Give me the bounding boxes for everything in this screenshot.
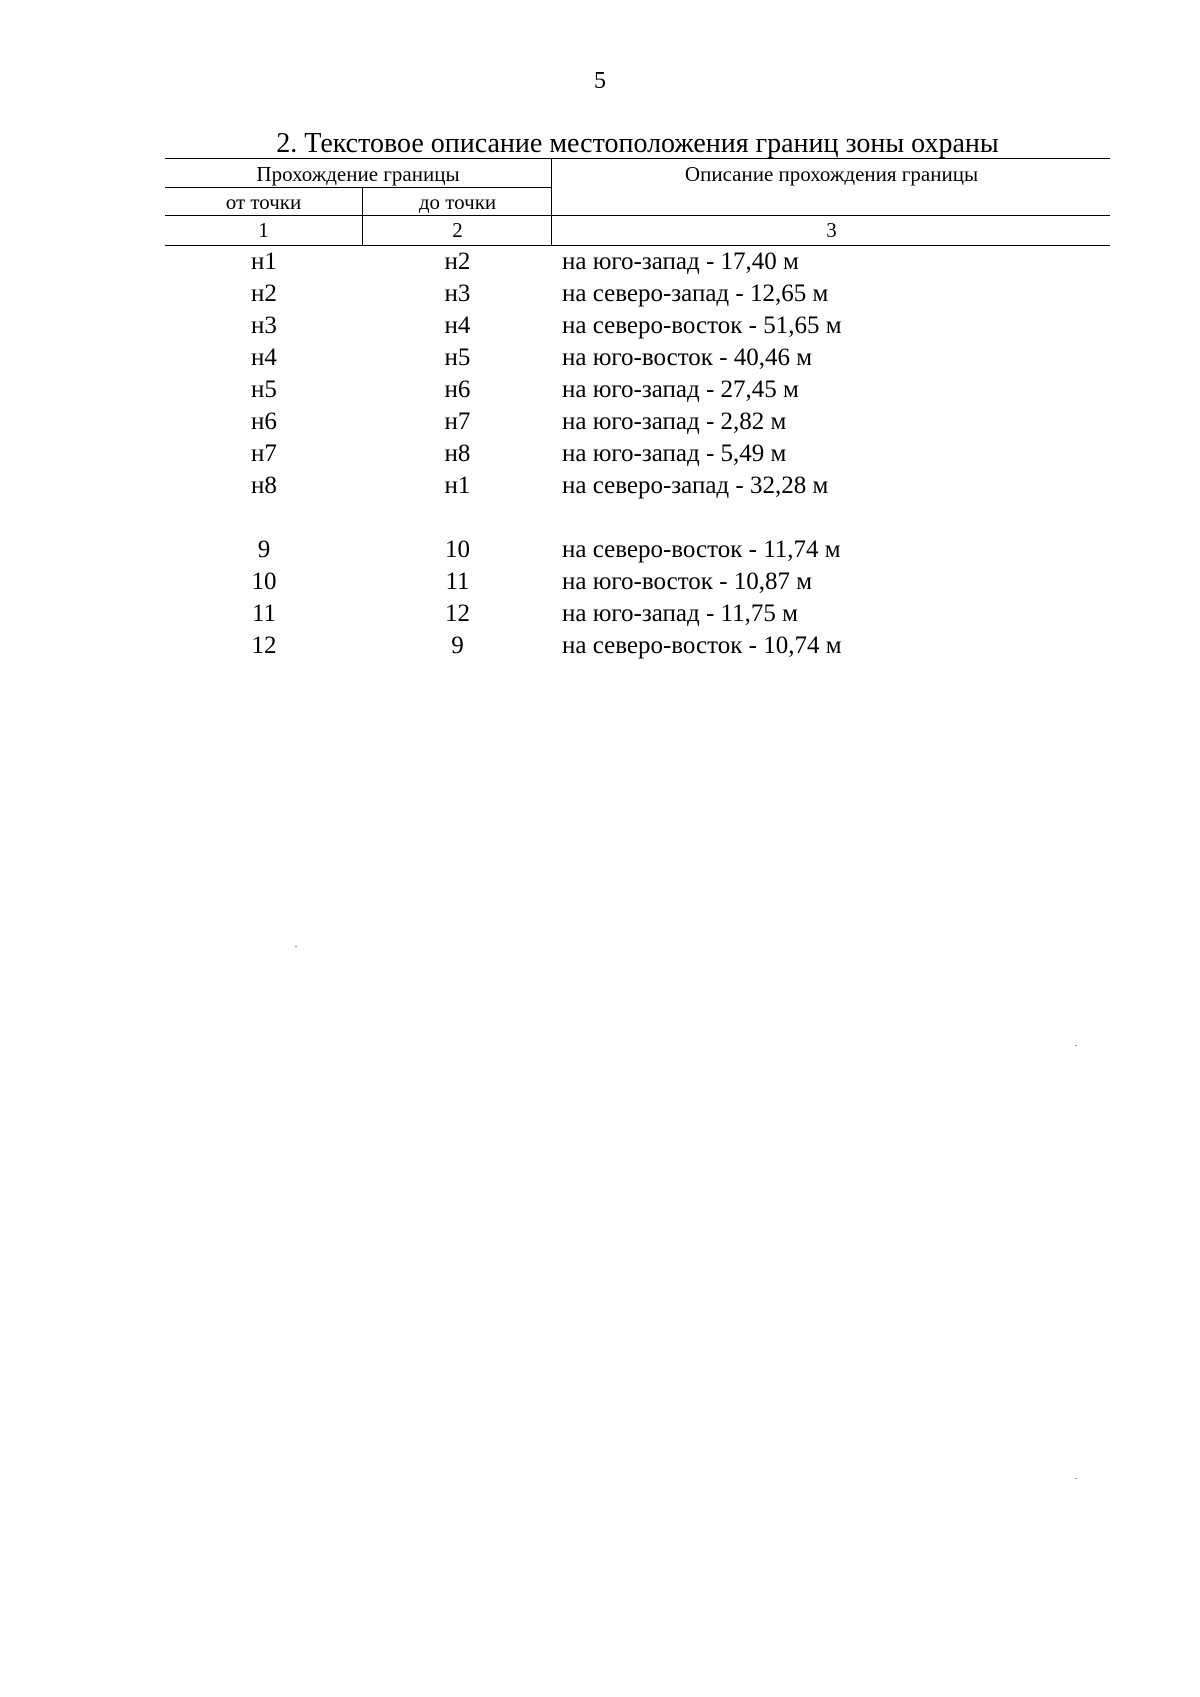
cell-from: н3	[251, 312, 277, 339]
cell-from: 9	[257, 536, 271, 563]
cell-to: н4	[444, 312, 471, 339]
cell-description: на северо-восток - 11,74 м	[562, 536, 841, 563]
header-rule-group	[165, 187, 551, 188]
cell-to: н1	[444, 472, 471, 499]
header-from-label: от точки	[225, 190, 302, 214]
table-row	[165, 470, 1110, 502]
table-row	[165, 598, 1110, 630]
cell-from: н6	[251, 408, 277, 435]
cell-to: н6	[444, 376, 471, 403]
cell-to: 11	[445, 568, 470, 595]
cell-description: на юго-запад - 17,40 м	[562, 248, 799, 275]
cell-from: 10	[251, 568, 277, 595]
header-rule-numbers	[165, 215, 1110, 216]
table-row	[165, 342, 1110, 374]
cell-from: н1	[251, 248, 277, 275]
header-col1-number: 1	[258, 218, 269, 242]
header-divider-description	[551, 159, 552, 245]
header-col2-number: 2	[452, 218, 463, 242]
table-row	[165, 246, 1110, 278]
header-description-label: Описание прохождения границы	[684, 162, 979, 186]
header-group-label: Прохождение границы	[256, 162, 460, 186]
cell-from: н8	[251, 472, 277, 499]
table-header	[165, 158, 1110, 246]
table-row	[165, 566, 1110, 598]
cell-description: на юго-запад - 27,45 м	[562, 376, 799, 403]
cell-description: на юго-запад - 5,49 м	[562, 440, 787, 467]
table-row	[165, 406, 1110, 438]
cell-description: на северо-запад - 32,28 м	[562, 472, 829, 499]
cell-to: н5	[444, 344, 471, 371]
header-divider-points	[362, 188, 363, 245]
table-row	[165, 534, 1110, 566]
cell-to: 9	[451, 632, 464, 659]
cell-to: н2	[444, 248, 471, 275]
cell-description: на юго-восток - 10,87 м	[562, 568, 813, 595]
cell-description: на юго-запад - 2,82 м	[562, 408, 787, 435]
section-title: 2. Текстовое описание местоположения границ зоны охраны	[276, 128, 999, 159]
table-row	[165, 278, 1110, 310]
table-row	[165, 438, 1110, 470]
cell-from: 12	[251, 632, 277, 659]
cell-from: н7	[251, 440, 277, 467]
page-number: 5	[594, 68, 606, 94]
scan-speck	[1075, 1478, 1077, 1479]
table-row	[165, 310, 1110, 342]
table-row	[165, 630, 1110, 662]
cell-description: на юго-восток - 40,46 м	[562, 344, 813, 371]
scan-speck	[1075, 1045, 1077, 1046]
scan-speck	[295, 946, 297, 947]
header-col3-number: 3	[826, 218, 837, 242]
cell-from: н2	[251, 280, 277, 307]
cell-description: на северо-восток - 10,74 м	[562, 632, 842, 659]
cell-description: на юго-запад - 11,75 м	[562, 600, 798, 627]
cell-from: н5	[251, 376, 277, 403]
cell-from: н4	[251, 344, 277, 371]
cell-description: на северо-запад - 12,65 м	[562, 280, 829, 307]
table-row	[165, 374, 1110, 406]
cell-to: н3	[444, 280, 471, 307]
header-to-label: до точки	[418, 190, 497, 214]
cell-to: 10	[445, 536, 470, 563]
cell-to: н7	[444, 408, 471, 435]
cell-from: 11	[251, 600, 277, 627]
cell-to: н8	[444, 440, 471, 467]
cell-description: на северо-восток - 51,65 м	[562, 312, 842, 339]
cell-to: 12	[445, 600, 470, 627]
